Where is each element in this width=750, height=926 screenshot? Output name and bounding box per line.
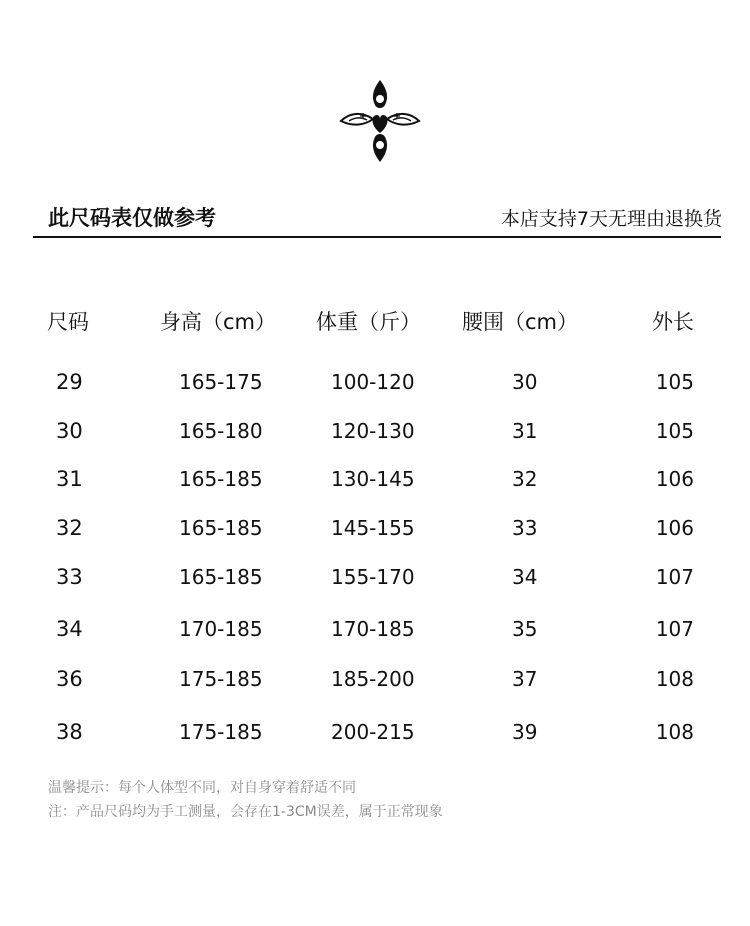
- header-weight: 体重（斤）: [316, 310, 421, 334]
- cell-weight: 200-215: [331, 720, 415, 744]
- header-height: 身高（cm）: [160, 310, 277, 334]
- cell-size: 30: [56, 419, 83, 443]
- cell-length: 108: [655, 667, 694, 691]
- header-waist: 腰围（cm）: [462, 310, 579, 334]
- cell-weight: 145-155: [331, 516, 415, 540]
- cell-weight: 100-120: [331, 370, 415, 394]
- cell-size: 32: [56, 516, 83, 540]
- cell-height: 170-185: [179, 617, 263, 641]
- cell-height: 165-180: [179, 419, 263, 443]
- cell-height: 165-185: [179, 516, 263, 540]
- cell-size: 36: [56, 667, 83, 691]
- cell-size: 33: [56, 565, 83, 589]
- cell-waist: 34: [512, 565, 538, 589]
- cell-size: 31: [56, 467, 83, 491]
- cell-height: 165-185: [179, 467, 263, 491]
- header-length: 外长: [652, 310, 694, 334]
- cell-length: 107: [655, 565, 694, 589]
- cell-waist: 32: [512, 467, 538, 491]
- cell-waist: 33: [512, 516, 538, 540]
- cell-waist: 39: [512, 720, 538, 744]
- cell-waist: 35: [512, 617, 538, 641]
- cell-length: 106: [655, 467, 694, 491]
- notes-block: [48, 776, 443, 824]
- cell-waist: 30: [512, 370, 538, 394]
- ornamental-cross-emblem-icon: [335, 75, 425, 167]
- return-policy-text: 本店支持7天无理由退换货: [500, 208, 722, 230]
- cell-length: 107: [655, 617, 694, 641]
- cell-weight: 155-170: [331, 565, 415, 589]
- cell-height: 175-185: [179, 720, 263, 744]
- fit-tip-note: 温馨提示：每个人体型不同，对自身穿着舒适不同: [48, 780, 356, 796]
- cell-length: 105: [655, 419, 694, 443]
- cell-length: 106: [655, 516, 694, 540]
- cell-waist: 31: [512, 419, 538, 443]
- cell-size: 34: [56, 617, 83, 641]
- cell-weight: 170-185: [331, 617, 415, 641]
- cell-waist: 37: [512, 667, 538, 691]
- cell-weight: 185-200: [331, 667, 415, 691]
- cell-length: 105: [655, 370, 694, 394]
- cell-height: 165-175: [179, 370, 263, 394]
- cell-height: 175-185: [179, 667, 263, 691]
- header-size: 尺码: [47, 310, 89, 334]
- cell-weight: 130-145: [331, 467, 415, 491]
- cell-length: 108: [655, 720, 694, 744]
- cell-weight: 120-130: [331, 419, 415, 443]
- cell-size: 38: [56, 720, 83, 744]
- header-divider: [33, 236, 721, 238]
- size-chart-title: 此尺码表仅做参考: [48, 206, 216, 230]
- cell-size: 29: [56, 370, 83, 394]
- measurement-note: 注：产品尺码均为手工测量，会存在1-3CM误差，属于正常现象: [48, 804, 443, 820]
- cell-height: 165-185: [179, 565, 263, 589]
